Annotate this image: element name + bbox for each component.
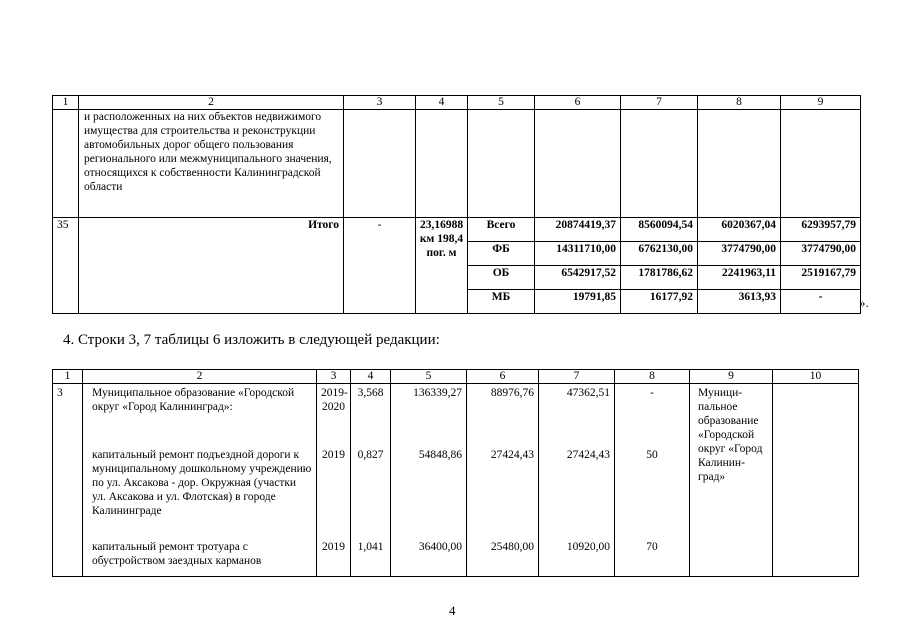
source-label: МБ [468, 290, 535, 314]
amount-cell: 88976,76 [490, 387, 534, 399]
amount-cell: 3774790,00 [698, 242, 781, 266]
amount-cell: 136339,27 [413, 387, 462, 399]
header-cell: 2 [79, 96, 344, 110]
header-cell: 6 [467, 370, 539, 384]
amount-cell: 6293957,79 [781, 218, 861, 242]
amount-cell: 6020367,04 [698, 218, 781, 242]
length-value: 0,827 [357, 449, 384, 461]
total-label: Итого [79, 218, 344, 314]
amount-cell: 2519167,79 [781, 266, 861, 290]
amount-cell: 20874419,37 [535, 218, 621, 242]
total-row [53, 218, 861, 242]
header-cell: 6 [535, 96, 621, 110]
length-value: 23,16988 км 198,4 пог. м [416, 218, 468, 314]
amount-cell: 19791,85 [535, 290, 621, 314]
header-cell: 9 [781, 96, 861, 110]
header-cell: 4 [416, 96, 468, 110]
table-header-row [53, 370, 859, 384]
header-cell: 5 [391, 370, 467, 384]
continuation-text: и расположенных на них объектов недвижимого имущества для строительства и реконструкции автомобильных дорог общего пользования регионального или межмуниципального значения, относящихся к собственности Калининградской области [79, 110, 344, 218]
closing-quote: ». [859, 295, 869, 310]
col3-value: - [344, 218, 416, 314]
header-cell: 3 [344, 96, 416, 110]
table-6-rows [52, 369, 859, 577]
table-row [53, 384, 859, 577]
header-cell: 7 [539, 370, 615, 384]
amount-cell: 16177,92 [621, 290, 698, 314]
amount-cell: 14311710,00 [535, 242, 621, 266]
header-cell: 4 [351, 370, 391, 384]
amount-cell: 54848,86 [418, 449, 462, 461]
source-label: ФБ [468, 242, 535, 266]
years-value: 2019 [322, 449, 345, 461]
years-value: 2019 [322, 541, 345, 553]
amount-cell: 36400,00 [418, 541, 462, 553]
amount-cell: 10920,00 [566, 541, 610, 553]
table-row [53, 110, 861, 218]
header-cell: 8 [615, 370, 690, 384]
header-cell: 5 [468, 96, 535, 110]
percent-value: 50 [646, 449, 658, 461]
row-name: Муниципальное образование «Городской округ «Город Калининград»: [92, 387, 295, 413]
percent-value: - [650, 387, 654, 399]
amount-cell: 47362,51 [566, 387, 610, 399]
header-cell: 9 [690, 370, 773, 384]
amount-cell: 27424,43 [566, 449, 610, 461]
amount-cell: 3774790,00 [781, 242, 861, 266]
amount-cell: 6762130,00 [621, 242, 698, 266]
header-cell: 3 [317, 370, 351, 384]
header-cell: 8 [698, 96, 781, 110]
source-label: Всего [468, 218, 535, 242]
header-cell: 1 [53, 96, 79, 110]
row-name: капитальный ремонт подъездной дороги к муниципальному дошкольному учреждению по ул. Аксакова - дор. Окружная (участки ул. Аксакова и ул. Флотская) в городе Калининграде [92, 449, 312, 517]
length-value: 3,568 [357, 387, 384, 399]
table-continuation [52, 95, 861, 314]
amount-cell: 1781786,62 [621, 266, 698, 290]
amendment-note: 4. Строки 3, 7 таблицы 6 изложить в следующей редакции: [63, 332, 440, 348]
row-number: 35 [53, 218, 79, 314]
header-cell: 2 [83, 370, 317, 384]
header-cell: 1 [53, 370, 83, 384]
amount-cell: - [781, 290, 861, 314]
header-cell: 7 [621, 96, 698, 110]
length-value: 1,041 [357, 541, 384, 553]
row-number: 3 [53, 384, 83, 577]
amount-cell: 6542917,52 [535, 266, 621, 290]
page-number: 4 [449, 603, 456, 618]
amount-cell: 2241963,11 [698, 266, 781, 290]
percent-value: 70 [646, 541, 658, 553]
header-cell: 10 [773, 370, 859, 384]
table-header-row [53, 96, 861, 110]
amount-cell: 27424,43 [490, 449, 534, 461]
years-value: 2019-2020 [321, 387, 348, 413]
amount-cell: 3613,93 [698, 290, 781, 314]
source-label: ОБ [468, 266, 535, 290]
responsible-entity: Муници-пальное образование «Городской округ «Город Калинин-град» [690, 384, 773, 577]
row-name: капитальный ремонт тротуара с обустройством заездных карманов [92, 541, 262, 567]
amount-cell: 8560094,54 [621, 218, 698, 242]
amount-cell: 25480,00 [490, 541, 534, 553]
